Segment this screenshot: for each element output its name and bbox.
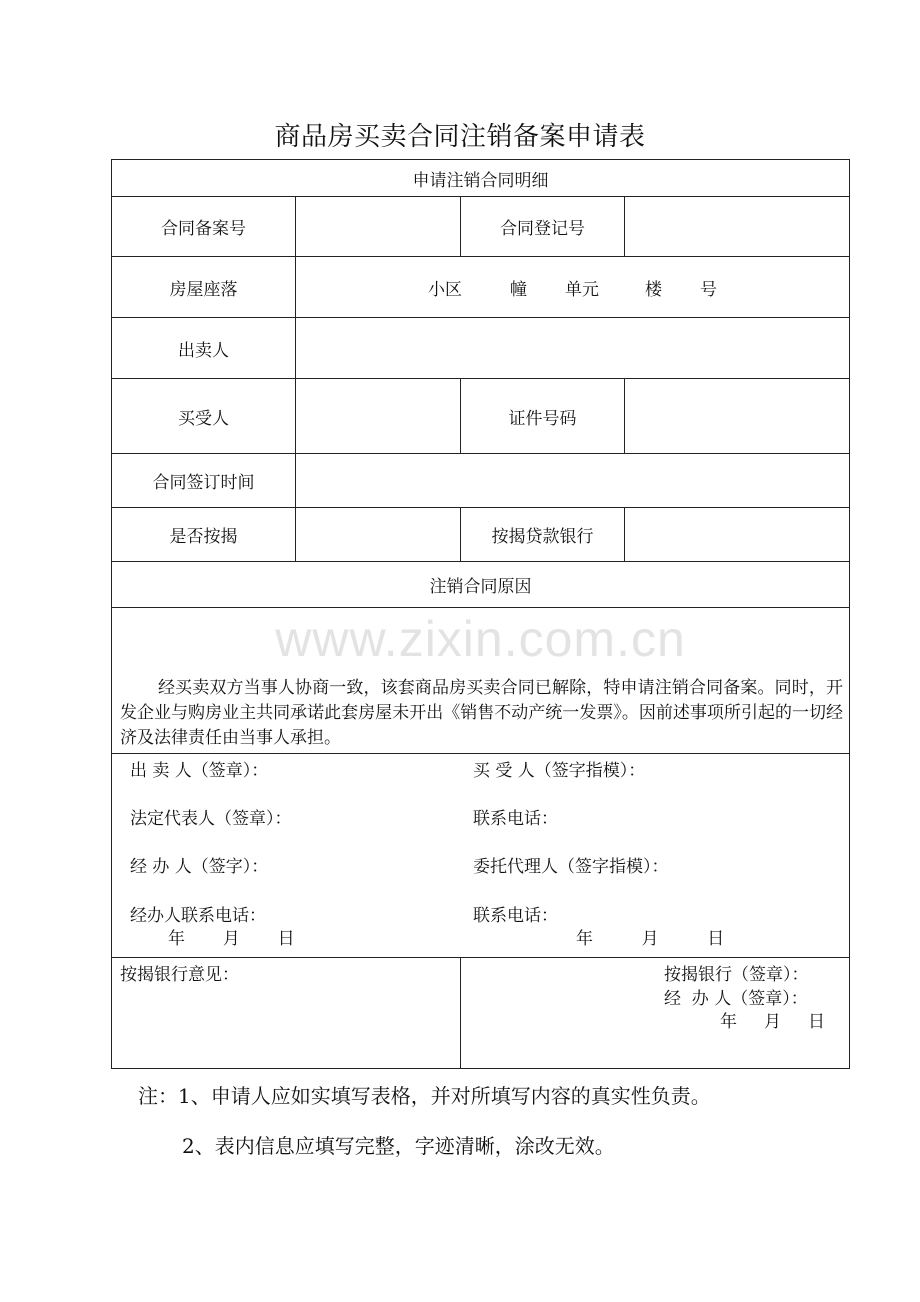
reason-cell bbox=[112, 608, 850, 754]
section-reason-header: 注销合同原因 bbox=[112, 562, 850, 608]
filing-no-field[interactable] bbox=[296, 197, 461, 257]
bank-opinion-cell[interactable] bbox=[112, 958, 461, 1069]
location-part-floor: 楼 bbox=[645, 279, 662, 300]
page-title: 商品房买卖合同注销备案申请表 bbox=[274, 122, 646, 152]
bank-seal-label: 按揭银行（签章）： bbox=[664, 965, 809, 985]
sign-time-field[interactable] bbox=[296, 454, 850, 508]
agent-phone-label: 联系电话： bbox=[473, 906, 558, 926]
handler-label: 经 办 人（签字）： bbox=[130, 857, 269, 877]
application-form bbox=[111, 159, 850, 1069]
sign-time-label: 合同签订时间 bbox=[112, 454, 296, 508]
location-part-number: 号 bbox=[700, 279, 717, 300]
mortgage-bank-field[interactable] bbox=[625, 508, 850, 562]
mortgage-label: 是否按揭 bbox=[112, 508, 296, 562]
legal-rep-label: 法定代表人（签章）： bbox=[130, 809, 292, 829]
reason-text: 经买卖双方当事人协商一致，该套商品房买卖合同已解除，特申请注销合同备案。同时，开发企业与购房业主共同承诺此套房屋未开出《销售不动产统一发票》。因前述事项所引起的一切经济及法律责任由当事人承担。 bbox=[120, 678, 843, 748]
id-no-field[interactable] bbox=[625, 379, 850, 454]
buyer-field[interactable] bbox=[296, 379, 461, 454]
filing-no-label: 合同备案号 bbox=[112, 197, 296, 257]
date-left: 年 月 日 bbox=[168, 929, 295, 949]
mortgage-field[interactable] bbox=[296, 508, 461, 562]
buyer-label: 买受人 bbox=[112, 379, 296, 454]
bank-date: 年 月 日 bbox=[720, 1012, 826, 1032]
seller-sign-label: 出 卖 人（签章）： bbox=[130, 761, 269, 781]
note-1: 注：1、申请人应如实填写表格，并对所填写内容的真实性负责。 bbox=[138, 1084, 711, 1108]
location-part-building: 幢 bbox=[510, 279, 527, 300]
seller-label: 出卖人 bbox=[112, 318, 296, 379]
watermark: www.zixin.com.cn bbox=[275, 611, 686, 667]
note-2: 2、表内信息应填写完整，字迹清晰，涂改无效。 bbox=[182, 1134, 615, 1158]
buyer-sign-label: 买 受 人（签字指模）： bbox=[473, 761, 646, 781]
bank-opinion-label: 按揭银行意见： bbox=[120, 965, 239, 985]
location-part-community: 小区 bbox=[428, 279, 462, 300]
bank-handler-label: 经 办 人（签章）： bbox=[664, 989, 808, 1009]
handler-phone-label: 经办人联系电话： bbox=[130, 906, 266, 926]
mortgage-bank-label: 按揭贷款银行 bbox=[461, 508, 625, 562]
location-label: 房屋座落 bbox=[112, 257, 296, 318]
buyer-phone-label: 联系电话： bbox=[473, 809, 558, 829]
location-part-unit: 单元 bbox=[565, 279, 599, 300]
registration-no-field[interactable] bbox=[625, 197, 850, 257]
signature-cell bbox=[112, 754, 850, 958]
location-field[interactable] bbox=[296, 257, 850, 318]
section-detail-header: 申请注销合同明细 bbox=[112, 160, 850, 197]
id-no-label: 证件号码 bbox=[461, 379, 625, 454]
registration-no-label: 合同登记号 bbox=[461, 197, 625, 257]
agent-label: 委托代理人（签字指模）： bbox=[473, 857, 669, 877]
date-right: 年 月 日 bbox=[576, 929, 725, 949]
bank-seal-cell bbox=[461, 958, 850, 1069]
seller-field[interactable] bbox=[296, 318, 850, 379]
